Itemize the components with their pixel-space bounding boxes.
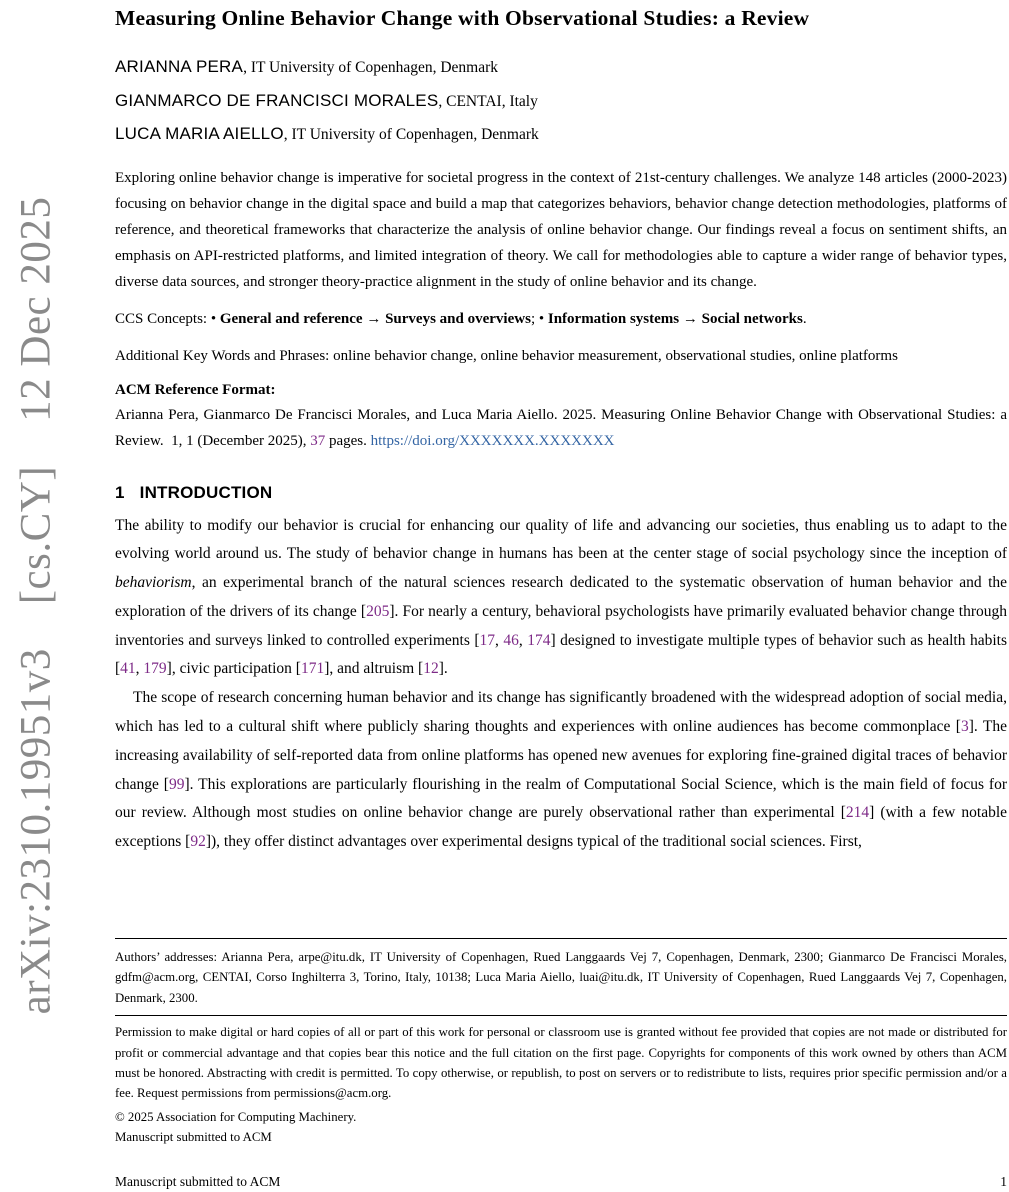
- citation-link[interactable]: 37: [310, 432, 326, 449]
- page-footer: [115, 1173, 1007, 1191]
- author-line: [115, 51, 1007, 85]
- copyright-notice: © 2025 Association for Computing Machinery.: [115, 1109, 357, 1124]
- text-segment: Arianna Pera, Gianmarco De Francisci Morales, and Luca Maria Aiello. 2025. Measuring Online Behavior Change with Observational Studies: a Review. 1, 1 (December 2025),: [115, 406, 1007, 449]
- citation-link[interactable]: 179: [143, 660, 167, 678]
- author-separator: ,: [283, 126, 292, 143]
- italic-text: behaviorism: [115, 574, 192, 592]
- text-segment: The ability to modify our behavior is crucial for enhancing our quality of life and advancing our societies, thus enabling us to adapt to the evolving world around us. The study of behavior change in humans has been at the center stage of social psychology since the inception of: [115, 516, 1007, 563]
- section-title: INTRODUCTION: [139, 482, 273, 502]
- text-segment: pages.: [325, 432, 371, 449]
- author-name: LUCA MARIA AIELLO: [115, 124, 284, 143]
- arxiv-watermark: [0, 197, 110, 1060]
- main-text-flow: [115, 0, 1007, 936]
- citation-link[interactable]: 92: [190, 833, 206, 851]
- keywords-line: Additional Key Words and Phrases: online behavior change, online behavior measurement, observational studies, online platforms: [115, 347, 898, 364]
- text-segment: ]. This explorations are particularly flourishing in the realm of Computational Social Science, which is the main field of focus for our review. Although most studies on online behavior change are purely observational rather than experimental [: [115, 775, 1007, 822]
- footnote-block: [115, 938, 1007, 1148]
- citation-link[interactable]: 214: [845, 804, 870, 822]
- text-segment: ,: [518, 631, 528, 649]
- text-segment: ], and altruism [: [324, 660, 424, 678]
- author-list: [115, 51, 1007, 152]
- text-segment: ] designed to investigate multiple types of behavior such as health habits [: [115, 631, 1007, 678]
- text-segment: The scope of research concerning human behavior and its change has significantly broadened with the widespread adoption of social media, which has led to a cultural shift where publicly sharing thoughts and experiences with online audiences has become commonplace [: [115, 689, 1007, 736]
- author-separator: ,: [438, 92, 447, 110]
- author-name: ARIANNA PERA: [115, 57, 244, 76]
- footnote-divider: [115, 1015, 1007, 1016]
- paper-title: Measuring Online Behavior Change with Observational Studies: a Review: [115, 6, 810, 30]
- ccs-concepts: [115, 306, 1007, 332]
- citation-link[interactable]: 205: [366, 602, 390, 620]
- citation-link[interactable]: 171: [300, 660, 325, 678]
- author-affiliation: IT University of Copenhagen, Denmark: [291, 126, 539, 143]
- text-segment: ].: [438, 660, 448, 678]
- section-heading-introduction: [115, 480, 1007, 506]
- text-segment: ; •: [530, 310, 548, 327]
- text-segment: ]), they offer distinct advantages over experimental designs typical of the traditional social sciences. First,: [205, 833, 862, 851]
- bold-text: Information systems → Social networks: [547, 310, 803, 327]
- text-segment: ,: [495, 631, 504, 649]
- author-affiliation: CENTAI, Italy: [446, 92, 538, 110]
- text-segment: ,: [135, 660, 144, 678]
- text-segment: , an experimental branch of the natural sciences research dedicated to the systematic observation of human behavior and the exploration of the drivers of its change [: [115, 574, 1007, 620]
- citation-link[interactable]: 174: [527, 631, 551, 649]
- citation-link[interactable]: 46: [503, 631, 519, 649]
- author-line: [115, 85, 1007, 119]
- citation-link[interactable]: 99: [168, 775, 185, 793]
- external-link[interactable]: https://doi.org/XXXXXXX.XXXXXXX: [370, 432, 615, 449]
- footnote-divider: [115, 938, 1007, 939]
- permission-notice: Permission to make digital or hard copies of all or part of this work for personal or classroom use is granted without fee provided that copies are not made or distributed for profit or commercial advantage and that copies bear this notice and the full citation on the first page. Copyrights for components of this work owned by others than ACM must be honored. Abstracting with credit is permitted. To copy otherwise, or republish, to post on servers or to redistribute to lists, requires prior specific permission and/or a fee. Request permissions from permissions@acm.org.: [115, 1025, 1007, 1101]
- text-segment: CCS Concepts: •: [115, 310, 220, 327]
- page-number: 1: [1000, 1174, 1007, 1189]
- acm-reference-heading: ACM Reference Format:: [115, 381, 276, 398]
- arxiv-watermark-text: arXiv:2310.19951v3 [cs.CY] 12 Dec 2025: [12, 196, 60, 1015]
- text-segment: ] (with a few notable exceptions [: [115, 804, 1007, 851]
- author-name: GIANMARCO DE FRANCISCI MORALES: [115, 90, 439, 110]
- author-line: [115, 118, 1007, 152]
- authors-addresses: Authors’ addresses: Arianna Pera, arpe@itu.dk, IT University of Copenhagen, Rued Langgaards Vej 7, Copenhagen, Denmark, 2300; Gianmarco De Francisci Morales, gdfm@acm.org, CENTAI, Corso Inghilterra 3, Torino, Italy, 10138; Luca Maria Aiello, luai@itu.dk, IT University of Copenhagen, Rued Langgaards Vej 7, Copenhagen, Denmark, 2300.: [115, 950, 1007, 1005]
- footer-running-title: Manuscript submitted to ACM: [115, 1174, 281, 1189]
- intro-paragraph-2: [115, 684, 1007, 857]
- citation-link[interactable]: 41: [120, 660, 136, 678]
- text-segment: ]. The increasing availability of self-reported data from online platforms has opened new avenues for exploring fine-grained digital traces of behavior change [: [115, 718, 1007, 793]
- intro-paragraph-1: [115, 512, 1007, 685]
- author-separator: ,: [243, 59, 251, 76]
- author-affiliation: IT University of Copenhagen, Denmark: [250, 59, 499, 76]
- text-segment: ]. For nearly a century, behavioral psychologists have primarily evaluated behavior change through inventories and surveys linked to controlled experiments [: [115, 602, 1007, 649]
- abstract-text: Exploring online behavior change is imperative for societal progress in the context of 21st-century challenges. We analyze 148 articles (2000-2023) focusing on behavior change in the digital space and build a map that categorizes behaviors, behavior change detection methodologies, platforms of reference, and theoretical frameworks that characterize the analysis of online behavior change. Our findings reveal a focus on sentiment shifts, an emphasis on API-restricted platforms, and limited integration of theory. We call for methodologies able to capture a wider range of behavior types, diverse data sources, and stronger theory-practice alignment in the study of online behavior and its change.: [115, 169, 1007, 290]
- citation-link[interactable]: 12: [423, 660, 439, 678]
- acm-reference-body: [115, 402, 1007, 454]
- citation-link[interactable]: 3: [960, 718, 969, 736]
- citation-link[interactable]: 17: [479, 631, 496, 649]
- paper-content: [115, 0, 1007, 1192]
- bold-text: General and reference → Surveys and overviews: [219, 310, 531, 327]
- acm-reference-format: [115, 379, 1007, 454]
- manuscript-note: Manuscript submitted to ACM: [115, 1130, 272, 1145]
- text-segment: .: [802, 310, 807, 327]
- text-segment: ], civic participation [: [166, 660, 301, 678]
- section-number: 1: [115, 482, 125, 502]
